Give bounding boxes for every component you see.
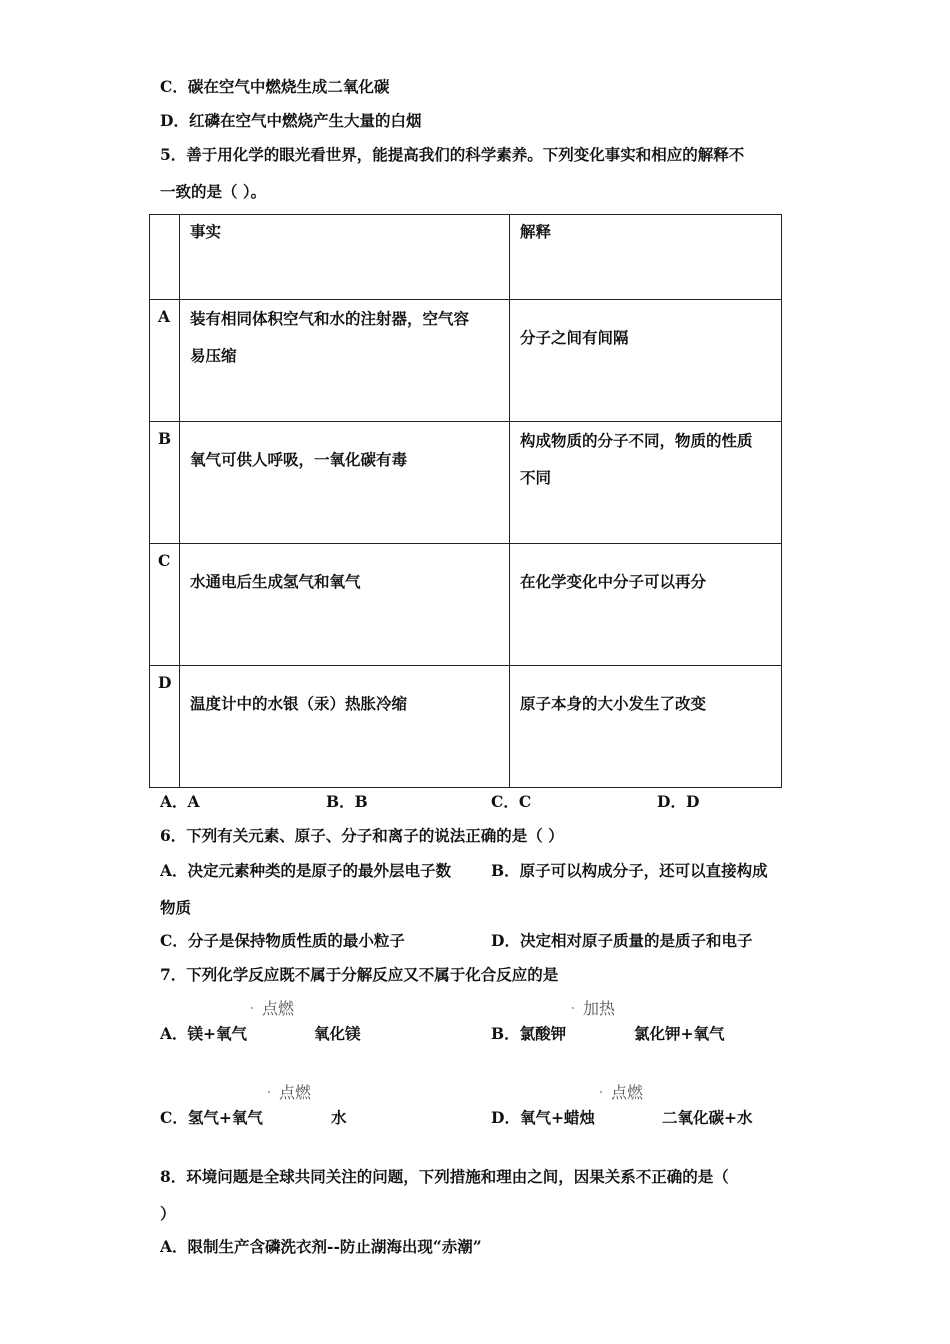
header-explain: 解释 xyxy=(520,222,552,241)
row-explain-cell xyxy=(510,422,782,544)
row-fact-line1: 氧气可供人呼吸，一氧化碳有毒 xyxy=(190,450,408,469)
row-label: B xyxy=(158,429,172,448)
q6-option-a: A．决定元素种类的是原子的最外层电子数 xyxy=(160,861,452,880)
q6-option-d: D．决定相对原子质量的是质子和电子 xyxy=(491,931,753,950)
q5-stem-line2: 一致的是（ ）。 xyxy=(160,182,267,201)
row-fact-cell xyxy=(180,666,510,788)
q7-option-d-right: 二氧化碳+水 xyxy=(662,1108,753,1127)
row-explain-line1: 分子之间有间隔 xyxy=(520,328,629,347)
q7-d-condition-dot: ㆍ xyxy=(596,1088,606,1099)
row-label-cell xyxy=(150,300,180,422)
q5-option-b: B．B xyxy=(326,792,368,811)
row-label-cell xyxy=(150,422,180,544)
row-fact-cell xyxy=(180,300,510,422)
table-header-row xyxy=(150,215,782,300)
q5-stem-line1: 5．善于用化学的眼光看世界，能提高我们的科学素养。下列变化事实和相应的解释不 xyxy=(160,145,745,164)
q6-option-c: C．分子是保持物质性质的最小粒子 xyxy=(160,931,405,950)
q6-option-b-line2: 物质 xyxy=(160,898,192,917)
q5-option-c: C．C xyxy=(491,792,532,811)
row-fact-line1: 装有相同体积空气和水的注射器，空气容 xyxy=(190,309,470,328)
q5-option-a: A．A xyxy=(160,792,200,811)
q7-b-condition-dot: ㆍ xyxy=(568,1004,578,1015)
row-explain-line1: 构成物质的分子不同，物质的性质 xyxy=(520,431,753,450)
q4-option-c: C．碳在空气中燃烧生成二氧化碳 xyxy=(160,77,390,96)
q5-table xyxy=(149,214,782,788)
row-fact-cell xyxy=(180,422,510,544)
row-explain-cell xyxy=(510,300,782,422)
row-fact-line1: 温度计中的水银（汞）热胀冷缩 xyxy=(190,694,408,713)
row-explain-line1: 在化学变化中分子可以再分 xyxy=(520,572,707,591)
q8-stem-line1: 8．环境问题是全球共同关注的问题，下列措施和理由之间，因果关系不正确的是（ xyxy=(160,1167,729,1186)
row-explain-cell xyxy=(510,666,782,788)
header-fact-cell xyxy=(180,215,510,300)
q7-option-a-right: 氧化镁 xyxy=(314,1024,361,1043)
row-explain-line2: 不同 xyxy=(520,468,552,487)
header-explain-cell xyxy=(510,215,782,300)
table-row xyxy=(150,300,782,422)
q7-a-condition-dot: ㆍ xyxy=(247,1004,257,1015)
row-label: A xyxy=(158,307,171,326)
q8-option-a: A．限制生产含磷洗衣剂--防止湖海出现“赤潮” xyxy=(160,1237,482,1256)
table-row xyxy=(150,666,782,788)
row-explain-line1: 原子本身的大小发生了改变 xyxy=(520,694,707,713)
row-label: C xyxy=(158,551,171,570)
header-label-cell xyxy=(150,215,180,300)
row-explain-cell xyxy=(510,544,782,666)
q7-a-condition: 点燃 xyxy=(262,999,295,1018)
q4-option-d: D．红磷在空气中燃烧产生大量的白烟 xyxy=(160,111,422,130)
q6-stem: 6．下列有关元素、原子、分子和离子的说法正确的是（ ） xyxy=(160,826,564,845)
row-label-cell xyxy=(150,666,180,788)
row-label: D xyxy=(158,673,172,692)
q7-option-c-right: 水 xyxy=(331,1108,347,1127)
q7-b-condition: 加热 xyxy=(583,999,616,1018)
row-fact-line1: 水通电后生成氢气和氧气 xyxy=(190,572,361,591)
table-row xyxy=(150,544,782,666)
q8-stem-line2: ） xyxy=(160,1204,176,1223)
header-fact: 事实 xyxy=(190,222,222,241)
q7-c-condition-dot: ㆍ xyxy=(264,1088,274,1099)
q7-option-b-left: B．氯酸钾 xyxy=(491,1024,567,1043)
q7-option-c-left: C．氢气+氧气 xyxy=(160,1108,263,1127)
q7-c-condition: 点燃 xyxy=(279,1083,312,1102)
q7-option-d-left: D．氧气+蜡烛 xyxy=(491,1108,595,1127)
q7-option-a-left: A．镁+氧气 xyxy=(160,1024,248,1043)
q7-option-b-right: 氯化钾+氧气 xyxy=(634,1024,725,1043)
q5-option-d: D．D xyxy=(657,792,700,811)
q7-stem: 7．下列化学反应既不属于分解反应又不属于化合反应的是 xyxy=(160,965,559,984)
q7-d-condition: 点燃 xyxy=(611,1083,644,1102)
row-label-cell xyxy=(150,544,180,666)
row-fact-cell xyxy=(180,544,510,666)
table-row xyxy=(150,422,782,544)
q6-option-b-line1: B．原子可以构成分子，还可以直接构成 xyxy=(491,861,768,880)
row-fact-line2: 易压缩 xyxy=(190,346,237,365)
